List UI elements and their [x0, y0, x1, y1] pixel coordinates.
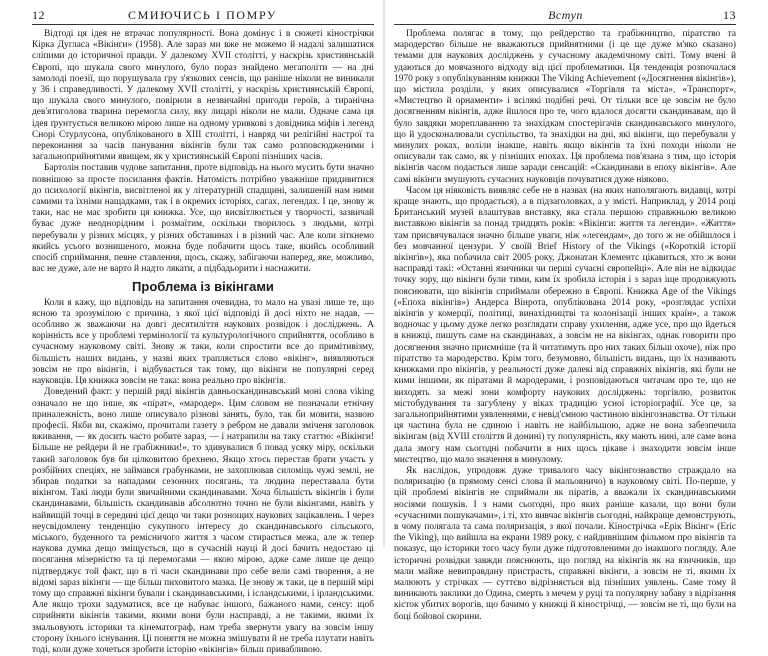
body-paragraph: Відтоді ця ідея не втрачає популярності. Вона домінує і в сюжеті кінострічки Кірка Дугласа «Вікінги» (1958). Але зараз ми вже не можемо й надалі залишатися сліпими до історичної правди. У далекому XVII столітті, у наскрізь християнській Європі, що шукала свого минулого, було пораз знайдено мегаполіти — на дні замолоді поезії, що порушувала гру з'язкових сенсів, що раніше ніколи не виникали у 36 і справедливості. У далекому XVII столітті, у наскрізь християнській Європі, що шукала свого минулого, повірили в незвичайні пригоди героїв, а тиранічна дев'ятиголова тварина перемогла силу, яку лицарі ніколи не мали. Одначе сама ця ідея ґрунтується великою мірою лише на одному уривкові з довідника міфів і легенд Снорі Стурлусона, опублікованого в XIII столітті, і навряд чи релігійні настрої та переконання за часів панування вікінгів були так само розповсюдженими і загальноприйнятими явищем, як у християнській Європі пізніших часів.: [32, 29, 374, 163]
body-paragraph: Доведений факт: у першій ряді вікінгів давньоскандинавський моні слова viking означало не що інше, як «пірат», «мародер». Цим словом не позначали етнічну приналежність, воно лише описувало різнові занять, було, так би мовити, назвою професії. Якби ви, скажімо, прочитали газету з ребром не давали зміченя заголовок вживання, — як досить часто робите зараз, — і натрапили на таку статтю: «Вікінги! Більше не рейдери й не грабіжники!», то здивувалися б повад усяку міру, оскільки такий заголовок був би цілковитою брехнею. Якщо хтось перестав брати участь у розбійних спеціях, не займався грабунками, не захоплював силоміць чужі землі, не збирав податки за нападами сезонних посягань, та людина переставала бути вікінгом. Такі люди були звичайними скандинавами. Хоча більшість вікінгів і були скандинавами, більшість скандинавів абсолютно точно не були вікінгами, навіть у найвищій точці в середині цієї дещо чи таки рознощих наукових зацікавлень. І через неусвідомлену тенденцію сукупного інтересу до скандинавського сільського, міського, буденного та ремісничого життя з часом стирається межа, але ж тепер наукова думка дещо зміщується, що в сучасній науці й досі бачить недостаю ці посягання мізерністю та ці перемогами — якою мірою, адже саме лише це дещо підтверджує той факт, що в ті часи скандинави про себе вели самі творення, а не відомі зараз вікінги — ще більш пиховитого мазка. Це знову ж таки, це в першій мірі тому що справжні вікінги бували і скандинавськими, і ісландськими, і ірландськими. Але якщо трохи задуматися, все це набуває іншого, бажаного нами, сенсу: щоб сприйняти вікінгів такими, якими вони були насправді, а не такими, якими їх змальовують історики та кінематограф, нам треба звернути увагу на зовсім іншу сторону їхнього існування. Ці поняття не можна змішувати й не треба плутати навіть тоді, коли дуже хочеться зробити історію «вікінгів» більш привабливою.: [32, 387, 374, 655]
right-page-number: 13: [722, 8, 736, 22]
right-running-head: Вступ: [548, 8, 583, 22]
left-page-number: 12: [32, 8, 45, 22]
body-paragraph: Як наслідок, упродовж дуже тривалого часу вікінгознавство страждало на поляризацію (в прямому сенсі слова й мальовничо) в науковому світі. По-перше, у цій проблемі вікінгів не сприймали як піратів, а вважали їх скандинавськими носіями пошуків. І з нами сьогодні, про яких раніше казали, що вони були «сучасними пошукачами», і ті, хто вивчає вікінгів сьогодні, найкраще демонструють, в чому полягала та сама поляризація, з якої почали. Кінострічка «Ерік Вікінг» (Eric the Viking), що вийшла на екрани 1989 року, є найдивнішим фільмом про вікінгів та показує, що історики того часу були дуже підготовленими до інакшого погляду. Але історичні розвідки завжди пояснюють, що погляд на вікінгів як на язичників, що мали майже невиправдану пристрасть, справжні вікінги, а зовсім не ті, якими їх малюють у стрічках — суттєво відрізняється від пізніших уявлень. Саме тому й виникають заклики до Одина, смерть з мечем у руці та популярну забаву з відрізання кісток убитих ворогів, що бачимо у книжці й кінострічці, — зовсім не ті, що були на боці бойової скорини.: [394, 465, 736, 622]
body-paragraph: Проблема полягає в тому, що рейдерство та грабіжництво, піратство та мародерство більше не вважаються прийнятними (і це ще дуже м'яко сказано) темами для наукових досліджень у сучасному академічному світі. Тому вчені й удаються до мовчазного відходу від цієї проблематики. Ця тенденція розпочалася 1970 року з опублікуванням книжки The Viking Achievement («Досягнення вікінгів»), що містила розділи, у яких описувалися «Торгівля та міста», «Транспорт», «Мистецтво й орнаменти» і всілякі подібні речі. От тільки все це зовсім не було досягненням вікінгів, адже йшлося про те, чого вдалося досягти скандинавам, що й було завдяки мореплаванню та знахідкам спостерігачів скандинавського минулого, що й удосконалювали суспільство, та знахідки на дні, які вікінги, що перебували у минулих роках, воліли інакше, навіть якщо вікінгів та їхні походи ніколи не описували так само, як у пізніших епохах. Ця проблема пов'язана з тим, що історія вікінгів часом подається лише заради сенсацій: «Скандинави в епоху вікінгів». Але самі вікінги змушують сучасних науковців почуватися дуже ніяково.: [394, 29, 736, 185]
body-paragraph: Часом ця ніяковість виявляє себе не в назвах (на яких наполягають видавці, котрі краще знають, що продається), а в підзаголовках, а у змісті. Наприклад, у 2014 році Британський музей влаштував виставку, яка стала першою справжньою великою виставкою вікінгів за понад тридцять років: «Вікінги: життя та легенди». «Життя» там присвячувалася значно більше уваги, ніж «легендам», до того ж не обійшлося і без мовчанної цензури. У своїй Brief History of the Vikings («Короткій історії вікінгів»), яка побачила світ 2005 року, Джонатан Клементс цікавиться, хто ж вони насправді такі: «Останні язичники чи перші сучасні європейці». Але він не відкидає точку зору, що вікінги були тими, ким їх зробила історія і з зараз іще продовжують пояснювати, що вікінгів сприймали обережно в Європі. Книжка Age of the Vikings («Епоха вікінгів») Андерса Вінрота, опублікована 2014 року, «розглядає успіхи вікінгів у комерції, політиці, винахідництві та колонізації інших країн», а також водночас у цьому дуже легко розглядати справу ухилення, адже усе, про що йдеться в книжці, пишуть саме на скандинавах, а зовсім не на вікінгах, однак говорити про досягнення значно приємніше (та й читатимуть про них таких більш охоче), ніж про піратство та мародерство. Крім того, безумовно, більшість видань, що їх називають книжками про вікінгів, у реальності дуже далекі від справжніх вікінгів, які були не кими іншими, як піратами й мародерами, і розповідаються читачам про те, що не виходять за межі зони комфорту наукових досліджень: торгівлю, розвиток містобудування та загублену у віках традицію усної історіографії. Усе це, за загальноприйнятими уявленнями, є невід'ємною частиною вікінгознавства. От тільки ця частина була не єдиною і навіть не найбільшою, адже не вона забезпечила вікінгам (від XVIII століття й донині) ту популярність, яку мають нині, але саме вона дала змогу нам сьогодні побачити в них щось цікаве і знаходити зовсім інше мистецтво, що мало значення в минулому.: [394, 185, 736, 465]
body-paragraph: Бартолін поставив чудове запитання, проте відповідь на нього мусить бути значно повнішою за просте посилання фактів. Натомість потрібно уважніше придивитися до психології вікінгів, висвітленої як у літературній спадщині, залишеній нам ними самими та їхніми нащадками, так і в окремих історіях, сагах, легендах. І це, знову ж таки, нас не має зробити ця книжка. Усе, що висвітлюється у творчості, зазвичай буває дуже неоднорідним і розмаїтим, оскільки творилось з людьми, котрі перебували у різних місцях, у різних обставинах і в різний час. Але коли зіткнемо якийсь усього вознишеного, можна буде побачити щось таке, якийсь особливий спосіб сприймання, певне ставлення, щось, скажу, забігаючи наперед, яке, можливо, вас не дуже, але не варто й надто лякати, а підбадьорити і наснажити.: [32, 163, 374, 275]
section-heading: Проблема із вікінгами: [132, 279, 274, 295]
body-paragraph: Коли я кажу, що відповідь на запитання очевидна, то мало на увазі лише те, що ясною та зрозумілою є причина, з якої цієї відповіді й досі ніхто не надав, — особливо ж зважаючи на довгі десятиліття наукових розвідок і досліджень. А корінність все у проблемі термінології та культурологічного сприйняття, особливо в сучасному науковому світі. Знову ж таки, коли спростити все до примітивізму, більшість наших видань, у назві яких трапляється слово «вікінг», виявляються зовсім не про вікінгів, і відбувається так тому, що вікінги не популярні серед науковців. Ця книжка зовсім не така: вона реально про вікінгів.: [32, 297, 374, 387]
left-page-body: [32, 29, 374, 656]
right-page-body: [394, 29, 736, 623]
right-page: [384, 0, 768, 622]
left-paragraphs-after: [32, 298, 374, 656]
right-paragraphs: [394, 29, 736, 623]
left-page-header: [32, 8, 374, 25]
right-page-header: [394, 8, 736, 25]
left-page: [0, 0, 384, 655]
left-paragraphs-before: [32, 29, 374, 275]
left-running-head: СМИЮЧИСЬ І ПОМРУ: [127, 8, 278, 22]
